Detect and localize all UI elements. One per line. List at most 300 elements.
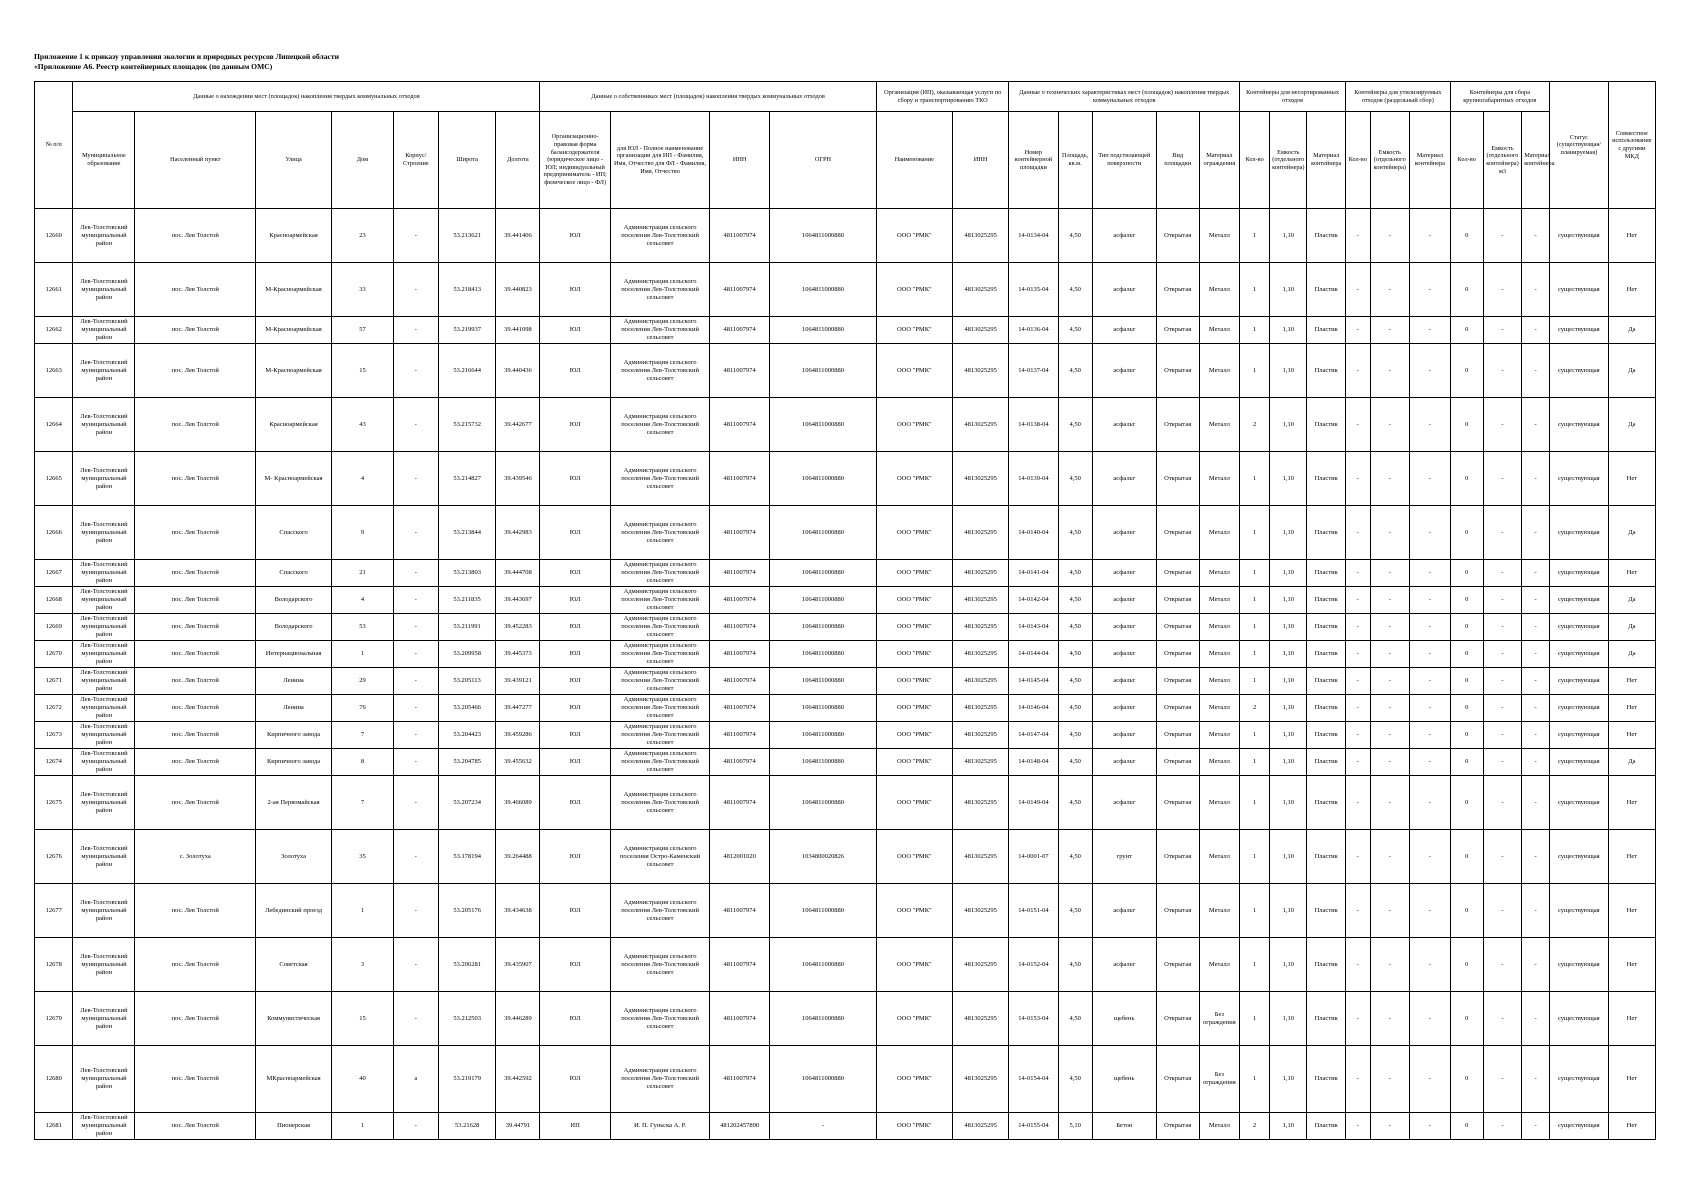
cell-house: 23 <box>331 209 393 263</box>
cell-fence: Металл <box>1199 668 1240 695</box>
cell-longitude: 39.264488 <box>496 830 540 884</box>
col-house: Дом <box>331 112 393 209</box>
cell-area: 4,50 <box>1058 452 1092 506</box>
cell-latitude: 53.213844 <box>438 506 496 560</box>
cell-latitude: 53.211991 <box>438 614 496 641</box>
cell-legal-form: ЮЛ <box>540 587 611 614</box>
cell-house: 1 <box>331 1113 393 1140</box>
cell-separate-capacity: - <box>1370 317 1410 344</box>
cell-latitude: 53.211835 <box>438 587 496 614</box>
cell-shared: Да <box>1608 749 1655 776</box>
cell-mixed-count: 1 <box>1240 884 1270 938</box>
cell-shared: Нет <box>1608 452 1655 506</box>
cell-separate-material: - <box>1410 992 1451 1046</box>
cell-mixed-count: 1 <box>1240 722 1270 749</box>
cell-bulky-capacity: - <box>1483 722 1521 749</box>
cell-house: 7 <box>331 722 393 749</box>
cell-operator-name: ООО "РМК" <box>876 668 952 695</box>
cell-mixed-count: 1 <box>1240 992 1270 1046</box>
cell-house: 1 <box>331 884 393 938</box>
cell-mixed-count: 1 <box>1240 938 1270 992</box>
cell-operator-inn: 4813025295 <box>952 398 1009 452</box>
cell-area: 5,10 <box>1058 1113 1092 1140</box>
cell-site-type: Открытая <box>1156 263 1199 317</box>
cell-shared: Да <box>1608 506 1655 560</box>
cell-municipality: Лев-Толстовский муниципальный район <box>73 587 135 614</box>
cell-owner-name: Администрация сельского поселения Лев-Толстовский сельсовет <box>610 209 709 263</box>
cell-longitude: 39.452283 <box>496 614 540 641</box>
cell-owner-name: Администрация сельского поселения Лев-Толстовский сельсовет <box>610 668 709 695</box>
cell-bulky-capacity: - <box>1483 992 1521 1046</box>
cell-building: - <box>393 641 438 668</box>
cell-house: 76 <box>331 695 393 722</box>
cell-building: - <box>393 587 438 614</box>
cell-mixed-capacity: 1,10 <box>1270 317 1307 344</box>
cell-operator-inn: 4813025295 <box>952 452 1009 506</box>
cell-mixed-capacity: 1,10 <box>1270 452 1307 506</box>
cell-surface: щебень <box>1092 1046 1156 1113</box>
table-header <box>35 82 1656 209</box>
cell-separate-capacity: - <box>1370 209 1410 263</box>
cell-owner-inn: 4811007974 <box>710 992 770 1046</box>
cell-bulky-material: - <box>1522 830 1550 884</box>
cell-surface: асфальт <box>1092 884 1156 938</box>
cell-surface: асфальт <box>1092 776 1156 830</box>
cell-operator-inn: 4813025295 <box>952 344 1009 398</box>
cell-legal-form: ЮЛ <box>540 695 611 722</box>
cell-mixed-capacity: 1,10 <box>1270 587 1307 614</box>
cell-building: - <box>393 722 438 749</box>
cell-mixed-material: Пластик <box>1307 506 1345 560</box>
cell-settlement: пос. Лев Толстой <box>135 1046 256 1113</box>
cell-latitude: 53.178194 <box>438 830 496 884</box>
cell-fence: Металл <box>1199 722 1240 749</box>
cell-mixed-material: Пластик <box>1307 1113 1345 1140</box>
cell-latitude: 53.212503 <box>438 992 496 1046</box>
cell-mixed-count: 1 <box>1240 1046 1270 1113</box>
cell-site-type: Открытая <box>1156 830 1199 884</box>
cell-separate-count: - <box>1345 776 1370 830</box>
cell-fence: Металл <box>1199 398 1240 452</box>
cell-bulky-material: - <box>1522 344 1550 398</box>
cell-site-type: Открытая <box>1156 1113 1199 1140</box>
cell-municipality: Лев-Толстовский муниципальный район <box>73 776 135 830</box>
cell-owner-name: Администрация сельского поселения Лев-Толстовский сельсовет <box>610 884 709 938</box>
cell-legal-form: ЮЛ <box>540 722 611 749</box>
cell-longitude: 39.441406 <box>496 209 540 263</box>
cell-mixed-capacity: 1,10 <box>1270 695 1307 722</box>
cell-owner-inn: 4811007974 <box>710 209 770 263</box>
cell-municipality: Лев-Толстовский муниципальный район <box>73 992 135 1046</box>
cell-site-type: Открытая <box>1156 1046 1199 1113</box>
cell-mixed-material: Пластик <box>1307 722 1345 749</box>
cell-surface: асфальт <box>1092 668 1156 695</box>
group-separate-containers: Контейнеры для утилизируемых отходов (раздельный сбор) <box>1345 82 1450 112</box>
cell-legal-form: ЮЛ <box>540 452 611 506</box>
cell-site-type: Открытая <box>1156 938 1199 992</box>
cell-fence: Металл <box>1199 749 1240 776</box>
cell-status: существующая <box>1549 344 1608 398</box>
cell-owner-name: Администрация сельского поселения Лев-Толстовский сельсовет <box>610 344 709 398</box>
cell-separate-count: - <box>1345 506 1370 560</box>
cell-num: 12666 <box>35 506 73 560</box>
cell-operator-inn: 4813025295 <box>952 695 1009 722</box>
cell-street: Ленина <box>256 695 332 722</box>
cell-num: 12669 <box>35 614 73 641</box>
cell-operator-inn: 4813025295 <box>952 614 1009 641</box>
col-longitude: Долгота <box>496 112 540 209</box>
group-owners: Данные о собственниках мест (площадок) накопления твердых коммунальных отходов <box>540 82 877 112</box>
cell-owner-inn: 4811007974 <box>710 722 770 749</box>
col-mixed-capacity: Емкость (отдельного контейнера) <box>1270 112 1307 209</box>
cell-operator-inn: 4813025295 <box>952 776 1009 830</box>
cell-operator-name: ООО "РМК" <box>876 506 952 560</box>
table-row <box>35 695 1656 722</box>
cell-bulky-material: - <box>1522 695 1550 722</box>
cell-mixed-material: Пластик <box>1307 614 1345 641</box>
cell-owner-name: Администрация сельского поселения Лев-Толстовский сельсовет <box>610 992 709 1046</box>
col-operator-name: Наименование <box>876 112 952 209</box>
cell-legal-form: ЮЛ <box>540 776 611 830</box>
cell-bulky-capacity: - <box>1483 398 1521 452</box>
cell-separate-material: - <box>1410 695 1451 722</box>
cell-building: - <box>393 938 438 992</box>
cell-owner-ogrn: 1064811000880 <box>770 209 877 263</box>
cell-operator-inn: 4813025295 <box>952 749 1009 776</box>
cell-latitude: 53.205176 <box>438 884 496 938</box>
cell-separate-material: - <box>1410 884 1451 938</box>
cell-bulky-count: 0 <box>1450 992 1483 1046</box>
cell-separate-capacity: - <box>1370 263 1410 317</box>
cell-area: 4,50 <box>1058 668 1092 695</box>
cell-site-type: Открытая <box>1156 317 1199 344</box>
cell-settlement: пос. Лев Толстой <box>135 263 256 317</box>
cell-operator-name: ООО "РМК" <box>876 452 952 506</box>
cell-settlement: пос. Лев Толстой <box>135 560 256 587</box>
col-owner-inn: ИНН <box>710 112 770 209</box>
cell-fence: Металл <box>1199 587 1240 614</box>
cell-settlement: пос. Лев Толстой <box>135 1113 256 1140</box>
cell-mixed-material: Пластик <box>1307 884 1345 938</box>
cell-operator-inn: 4813025295 <box>952 587 1009 614</box>
cell-bulky-count: 0 <box>1450 344 1483 398</box>
cell-shared: Нет <box>1608 209 1655 263</box>
cell-bulky-capacity: - <box>1483 1113 1521 1140</box>
cell-building: - <box>393 452 438 506</box>
cell-latitude: 53.218413 <box>438 263 496 317</box>
cell-operator-name: ООО "РМК" <box>876 641 952 668</box>
cell-separate-count: - <box>1345 749 1370 776</box>
cell-operator-name: ООО "РМК" <box>876 1113 952 1140</box>
cell-mixed-count: 1 <box>1240 830 1270 884</box>
cell-bulky-count: 0 <box>1450 776 1483 830</box>
col-street: Улица <box>256 112 332 209</box>
cell-bulky-count: 0 <box>1450 884 1483 938</box>
cell-bulky-count: 0 <box>1450 938 1483 992</box>
cell-surface: асфальт <box>1092 641 1156 668</box>
cell-status: существующая <box>1549 1113 1608 1140</box>
cell-mixed-capacity: 1,10 <box>1270 1113 1307 1140</box>
cell-surface: щебень <box>1092 992 1156 1046</box>
table-row <box>35 587 1656 614</box>
table-row <box>35 830 1656 884</box>
cell-area: 4,50 <box>1058 614 1092 641</box>
cell-separate-material: - <box>1410 452 1451 506</box>
cell-owner-inn: 4811007974 <box>710 776 770 830</box>
cell-mixed-material: Пластик <box>1307 587 1345 614</box>
cell-surface: асфальт <box>1092 317 1156 344</box>
cell-shared: Да <box>1608 614 1655 641</box>
cell-site-number: 14-0139-04 <box>1009 452 1058 506</box>
cell-mixed-material: Пластик <box>1307 938 1345 992</box>
cell-house: 57 <box>331 317 393 344</box>
cell-bulky-count: 0 <box>1450 1113 1483 1140</box>
cell-owner-name: Администрация сельского поселения Лев-Толстовский сельсовет <box>610 776 709 830</box>
cell-legal-form: ЮЛ <box>540 560 611 587</box>
cell-operator-name: ООО "РМК" <box>876 344 952 398</box>
cell-operator-name: ООО "РМК" <box>876 749 952 776</box>
cell-legal-form: ЮЛ <box>540 344 611 398</box>
cell-owner-ogrn: 1064811000880 <box>770 452 877 506</box>
cell-owner-ogrn: 1064811000880 <box>770 614 877 641</box>
cell-building: - <box>393 695 438 722</box>
cell-building: - <box>393 263 438 317</box>
cell-latitude: 53.213621 <box>438 209 496 263</box>
cell-settlement: пос. Лев Толстой <box>135 209 256 263</box>
cell-separate-capacity: - <box>1370 776 1410 830</box>
cell-surface: асфальт <box>1092 452 1156 506</box>
cell-surface: асфальт <box>1092 263 1156 317</box>
cell-bulky-capacity: - <box>1483 668 1521 695</box>
cell-bulky-count: 0 <box>1450 587 1483 614</box>
cell-municipality: Лев-Толстовский муниципальный район <box>73 749 135 776</box>
cell-mixed-capacity: 1,10 <box>1270 398 1307 452</box>
cell-operator-name: ООО "РМК" <box>876 587 952 614</box>
cell-building: - <box>393 749 438 776</box>
cell-owner-inn: 4811007974 <box>710 398 770 452</box>
cell-building: - <box>393 776 438 830</box>
cell-municipality: Лев-Толстовский муниципальный район <box>73 263 135 317</box>
cell-mixed-capacity: 1,10 <box>1270 344 1307 398</box>
cell-bulky-material: - <box>1522 452 1550 506</box>
table-row <box>35 938 1656 992</box>
col-fence: Материал ограждения <box>1199 112 1240 209</box>
cell-legal-form: ЮЛ <box>540 398 611 452</box>
cell-num: 12660 <box>35 209 73 263</box>
cell-longitude: 39.435907 <box>496 938 540 992</box>
cell-site-type: Открытая <box>1156 209 1199 263</box>
cell-owner-ogrn: 1064811000880 <box>770 317 877 344</box>
cell-owner-ogrn: 1064811000880 <box>770 506 877 560</box>
cell-operator-inn: 4813025295 <box>952 722 1009 749</box>
cell-bulky-count: 0 <box>1450 209 1483 263</box>
cell-separate-material: - <box>1410 317 1451 344</box>
cell-latitude: 53.21628 <box>438 1113 496 1140</box>
cell-bulky-material: - <box>1522 317 1550 344</box>
cell-bulky-capacity: - <box>1483 695 1521 722</box>
cell-status: существующая <box>1549 587 1608 614</box>
cell-mixed-material: Пластик <box>1307 1046 1345 1113</box>
col-bulky-capacity: Емкость (отдельного контейнера) м3 <box>1483 112 1521 209</box>
cell-street: Интернациональная <box>256 641 332 668</box>
cell-fence: Без ограждения <box>1199 1046 1240 1113</box>
cell-separate-capacity: - <box>1370 398 1410 452</box>
cell-separate-count: - <box>1345 641 1370 668</box>
cell-bulky-material: - <box>1522 560 1550 587</box>
cell-street: Золотуха <box>256 830 332 884</box>
cell-longitude: 39.459286 <box>496 722 540 749</box>
cell-longitude: 39.442592 <box>496 1046 540 1113</box>
cell-site-number: 14-0148-04 <box>1009 749 1058 776</box>
cell-bulky-count: 0 <box>1450 506 1483 560</box>
cell-mixed-count: 1 <box>1240 317 1270 344</box>
cell-owner-inn: 4811007974 <box>710 884 770 938</box>
col-num: № п/п <box>35 82 73 209</box>
cell-bulky-count: 0 <box>1450 398 1483 452</box>
cell-latitude: 53.209958 <box>438 641 496 668</box>
cell-surface: грунт <box>1092 830 1156 884</box>
cell-site-number: 14-0154-04 <box>1009 1046 1058 1113</box>
cell-surface: асфальт <box>1092 560 1156 587</box>
cell-site-number: 14-0142-04 <box>1009 587 1058 614</box>
cell-mixed-count: 2 <box>1240 398 1270 452</box>
cell-separate-capacity: - <box>1370 695 1410 722</box>
cell-status: существующая <box>1549 263 1608 317</box>
col-owner-ogrn: ОГРН <box>770 112 877 209</box>
cell-latitude: 53.219179 <box>438 1046 496 1113</box>
cell-site-type: Открытая <box>1156 641 1199 668</box>
cell-street: Красноармейская <box>256 209 332 263</box>
table-row <box>35 263 1656 317</box>
cell-mixed-count: 1 <box>1240 749 1270 776</box>
cell-legal-form: ИП <box>540 1113 611 1140</box>
cell-owner-name: Администрация сельского поселения Лев-Толстовский сельсовет <box>610 1046 709 1113</box>
cell-owner-inn: 4811007974 <box>710 587 770 614</box>
table-row <box>35 668 1656 695</box>
cell-bulky-material: - <box>1522 938 1550 992</box>
cell-latitude: 53.206281 <box>438 938 496 992</box>
cell-fence: Металл <box>1199 344 1240 398</box>
cell-operator-inn: 4813025295 <box>952 560 1009 587</box>
cell-bulky-capacity: - <box>1483 560 1521 587</box>
cell-bulky-capacity: - <box>1483 344 1521 398</box>
cell-owner-ogrn: 1034800020826 <box>770 830 877 884</box>
cell-status: существующая <box>1549 452 1608 506</box>
cell-owner-name: Администрация сельского поселения Лев-Толстовский сельсовет <box>610 641 709 668</box>
cell-mixed-capacity: 1,10 <box>1270 506 1307 560</box>
cell-owner-ogrn: 1064811000880 <box>770 884 877 938</box>
cell-status: существующая <box>1549 641 1608 668</box>
cell-latitude: 53.216644 <box>438 344 496 398</box>
cell-separate-count: - <box>1345 587 1370 614</box>
cell-bulky-capacity: - <box>1483 614 1521 641</box>
cell-site-number: 14-0001-07 <box>1009 830 1058 884</box>
cell-shared: Да <box>1608 398 1655 452</box>
cell-status: существующая <box>1549 317 1608 344</box>
cell-street: М-Красноармейская <box>256 344 332 398</box>
cell-house: 9 <box>331 506 393 560</box>
cell-operator-inn: 4813025295 <box>952 938 1009 992</box>
cell-status: существующая <box>1549 884 1608 938</box>
cell-bulky-material: - <box>1522 668 1550 695</box>
cell-area: 4,50 <box>1058 749 1092 776</box>
cell-house: 29 <box>331 668 393 695</box>
cell-fence: Металл <box>1199 506 1240 560</box>
cell-mixed-count: 1 <box>1240 344 1270 398</box>
cell-bulky-count: 0 <box>1450 614 1483 641</box>
table-body <box>35 209 1656 1140</box>
cell-separate-count: - <box>1345 614 1370 641</box>
cell-legal-form: ЮЛ <box>540 830 611 884</box>
cell-separate-capacity: - <box>1370 668 1410 695</box>
cell-legal-form: ЮЛ <box>540 749 611 776</box>
cell-latitude: 53.215732 <box>438 398 496 452</box>
cell-site-number: 14-0135-04 <box>1009 263 1058 317</box>
cell-separate-count: - <box>1345 560 1370 587</box>
group-bulky-containers: Контейнеры для сбора крупногабаритных отходов <box>1450 82 1549 112</box>
cell-owner-inn: 4811007974 <box>710 506 770 560</box>
cell-longitude: 39.441098 <box>496 317 540 344</box>
cell-owner-inn: 4811007974 <box>710 938 770 992</box>
cell-separate-count: - <box>1345 317 1370 344</box>
col-site-number: Номер контейнерной площадки <box>1009 112 1058 209</box>
cell-num: 12664 <box>35 398 73 452</box>
cell-bulky-count: 0 <box>1450 560 1483 587</box>
cell-num: 12670 <box>35 641 73 668</box>
cell-settlement: пос. Лев Толстой <box>135 884 256 938</box>
cell-municipality: Лев-Толстовский муниципальный район <box>73 317 135 344</box>
cell-owner-inn: 4811007974 <box>710 668 770 695</box>
cell-num: 12679 <box>35 992 73 1046</box>
cell-longitude: 39.442677 <box>496 398 540 452</box>
cell-mixed-capacity: 1,10 <box>1270 668 1307 695</box>
cell-street: Коммунистическая <box>256 992 332 1046</box>
table-row <box>35 317 1656 344</box>
cell-site-number: 14-0155-04 <box>1009 1113 1058 1140</box>
table-row <box>35 1113 1656 1140</box>
cell-bulky-material: - <box>1522 776 1550 830</box>
cell-operator-name: ООО "РМК" <box>876 209 952 263</box>
col-mixed-count: Кол-во <box>1240 112 1270 209</box>
cell-operator-name: ООО "РМК" <box>876 884 952 938</box>
cell-building: - <box>393 1113 438 1140</box>
cell-municipality: Лев-Толстовский муниципальный район <box>73 722 135 749</box>
cell-site-type: Открытая <box>1156 452 1199 506</box>
cell-legal-form: ЮЛ <box>540 506 611 560</box>
cell-status: существующая <box>1549 560 1608 587</box>
cell-bulky-material: - <box>1522 722 1550 749</box>
table-row <box>35 749 1656 776</box>
cell-owner-ogrn: 1064811000880 <box>770 776 877 830</box>
cell-latitude: 53.204423 <box>438 722 496 749</box>
cell-separate-count: - <box>1345 830 1370 884</box>
cell-shared: Нет <box>1608 776 1655 830</box>
cell-operator-name: ООО "РМК" <box>876 938 952 992</box>
cell-bulky-capacity: - <box>1483 776 1521 830</box>
cell-site-number: 14-0143-04 <box>1009 614 1058 641</box>
cell-legal-form: ЮЛ <box>540 668 611 695</box>
cell-mixed-material: Пластик <box>1307 776 1345 830</box>
cell-separate-material: - <box>1410 641 1451 668</box>
cell-shared: Да <box>1608 641 1655 668</box>
cell-area: 4,50 <box>1058 344 1092 398</box>
cell-street: Советская <box>256 938 332 992</box>
cell-mixed-material: Пластик <box>1307 452 1345 506</box>
cell-bulky-capacity: - <box>1483 749 1521 776</box>
cell-legal-form: ЮЛ <box>540 317 611 344</box>
cell-separate-capacity: - <box>1370 452 1410 506</box>
cell-separate-capacity: - <box>1370 1113 1410 1140</box>
